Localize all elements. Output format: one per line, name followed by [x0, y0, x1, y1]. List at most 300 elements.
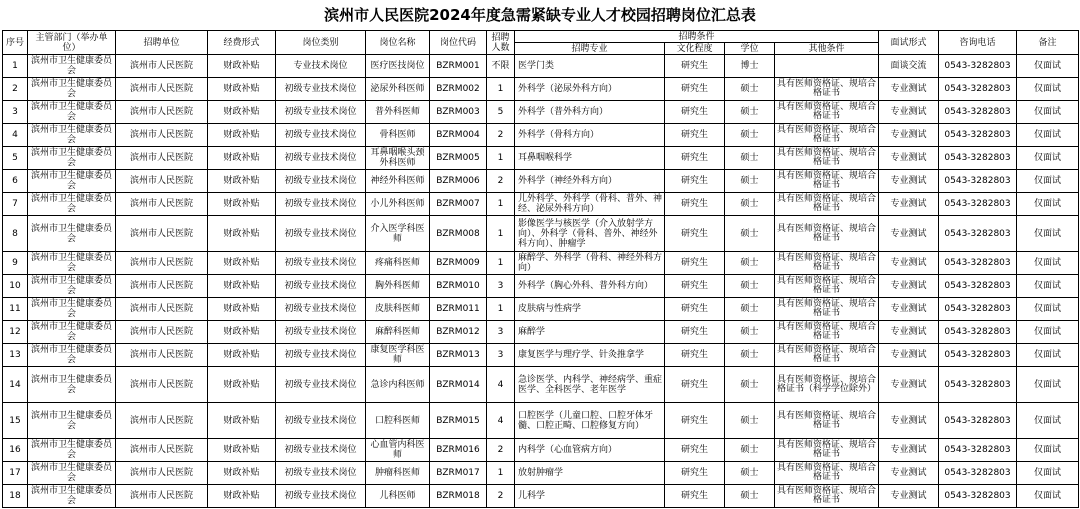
cell-other: 具有医师资格证、规培合格证书 — [775, 321, 879, 344]
cell-other: 具有医师资格证、规培合格证书 — [775, 439, 879, 462]
cell-category: 初级专业技术岗位 — [276, 124, 366, 147]
cell-interview: 专业测试 — [879, 439, 939, 462]
cell-phone: 0543-3282803 — [939, 367, 1017, 403]
cell-fund: 财政补贴 — [208, 124, 276, 147]
cell-major: 外科学（胸心外科、普外科方向） — [515, 275, 665, 298]
cell-edu: 研究生 — [665, 344, 725, 367]
cell-degree: 硕士 — [725, 216, 775, 252]
cell-phone: 0543-3282803 — [939, 124, 1017, 147]
header-conditions: 招聘条件 — [515, 31, 879, 43]
cell-degree: 硕士 — [725, 193, 775, 216]
cell-phone: 0543-3282803 — [939, 193, 1017, 216]
cell-unit: 滨州市人民医院 — [116, 462, 208, 485]
cell-note: 仅面试 — [1017, 216, 1079, 252]
cell-code: BZRM009 — [430, 252, 487, 275]
cell-dept: 滨州市卫生健康委员会 — [28, 101, 116, 124]
cell-phone: 0543-3282803 — [939, 147, 1017, 170]
cell-post: 麻醉科医师 — [366, 321, 430, 344]
cell-major: 医学门类 — [515, 55, 665, 78]
cell-note: 仅面试 — [1017, 275, 1079, 298]
cell-post: 心血管内科医师 — [366, 439, 430, 462]
header-post: 岗位名称 — [366, 31, 430, 55]
cell-seq: 13 — [3, 344, 28, 367]
header-interview: 面试形式 — [879, 31, 939, 55]
cell-major: 皮肤病与性病学 — [515, 298, 665, 321]
cell-major: 外科学（神经外科方向） — [515, 170, 665, 193]
cell-other: 具有医师资格证、规培合格证书 — [775, 252, 879, 275]
cell-count: 1 — [487, 147, 515, 170]
cell-seq: 14 — [3, 367, 28, 403]
cell-post: 儿科医师 — [366, 485, 430, 508]
cell-note: 仅面试 — [1017, 367, 1079, 403]
cell-edu: 研究生 — [665, 78, 725, 101]
cell-interview: 专业测试 — [879, 193, 939, 216]
cell-major: 耳鼻咽喉科学 — [515, 147, 665, 170]
cell-fund: 财政补贴 — [208, 216, 276, 252]
recruitment-table — [2, 30, 1079, 508]
cell-edu: 研究生 — [665, 55, 725, 78]
cell-interview: 专业测试 — [879, 147, 939, 170]
cell-fund: 财政补贴 — [208, 344, 276, 367]
cell-dept: 滨州市卫生健康委员会 — [28, 367, 116, 403]
cell-fund: 财政补贴 — [208, 170, 276, 193]
cell-interview: 专业测试 — [879, 101, 939, 124]
cell-unit: 滨州市人民医院 — [116, 124, 208, 147]
cell-code: BZRM017 — [430, 462, 487, 485]
cell-post: 介入医学科医师 — [366, 216, 430, 252]
cell-dept: 滨州市卫生健康委员会 — [28, 439, 116, 462]
cell-dept: 滨州市卫生健康委员会 — [28, 403, 116, 439]
cell-seq: 5 — [3, 147, 28, 170]
cell-seq: 17 — [3, 462, 28, 485]
cell-major: 外科学（骨科方向） — [515, 124, 665, 147]
cell-unit: 滨州市人民医院 — [116, 298, 208, 321]
header-category: 岗位类别 — [276, 31, 366, 55]
cell-note: 仅面试 — [1017, 485, 1079, 508]
cell-fund: 财政补贴 — [208, 147, 276, 170]
cell-dept: 滨州市卫生健康委员会 — [28, 298, 116, 321]
table-row — [3, 101, 1079, 124]
cell-dept: 滨州市卫生健康委员会 — [28, 147, 116, 170]
cell-code: BZRM013 — [430, 344, 487, 367]
cell-post: 急诊内科医师 — [366, 367, 430, 403]
cell-degree: 硕士 — [725, 101, 775, 124]
cell-note: 仅面试 — [1017, 462, 1079, 485]
cell-code: BZRM012 — [430, 321, 487, 344]
cell-seq: 2 — [3, 78, 28, 101]
cell-code: BZRM002 — [430, 78, 487, 101]
cell-phone: 0543-3282803 — [939, 101, 1017, 124]
table-row — [3, 252, 1079, 275]
cell-fund: 财政补贴 — [208, 321, 276, 344]
cell-post: 骨科医师 — [366, 124, 430, 147]
cell-category: 初级专业技术岗位 — [276, 275, 366, 298]
cell-post: 胸外科医师 — [366, 275, 430, 298]
cell-post: 神经外科医师 — [366, 170, 430, 193]
cell-major: 康复医学与理疗学、针灸推拿学 — [515, 344, 665, 367]
cell-unit: 滨州市人民医院 — [116, 439, 208, 462]
cell-major: 外科学（普外科方向） — [515, 101, 665, 124]
header-seq: 序号 — [3, 31, 28, 55]
table-row — [3, 78, 1079, 101]
cell-seq: 9 — [3, 252, 28, 275]
cell-phone: 0543-3282803 — [939, 344, 1017, 367]
cell-category: 初级专业技术岗位 — [276, 216, 366, 252]
cell-other: 具有医师资格证、规培合格证书 — [775, 78, 879, 101]
cell-dept: 滨州市卫生健康委员会 — [28, 124, 116, 147]
cell-major: 影像医学与核医学（介入放射学方向）、外科学（骨科、普外、神经外科方向）、肿瘤学 — [515, 216, 665, 252]
cell-note: 仅面试 — [1017, 252, 1079, 275]
cell-dept: 滨州市卫生健康委员会 — [28, 170, 116, 193]
cell-seq: 11 — [3, 298, 28, 321]
cell-edu: 研究生 — [665, 101, 725, 124]
cell-interview: 专业测试 — [879, 485, 939, 508]
cell-degree: 硕士 — [725, 344, 775, 367]
cell-other: 具有医师资格证、规培合格证书 — [775, 344, 879, 367]
cell-count: 4 — [487, 367, 515, 403]
cell-fund: 财政补贴 — [208, 78, 276, 101]
header-fund: 经费形式 — [208, 31, 276, 55]
cell-code: BZRM005 — [430, 147, 487, 170]
cell-post: 普外科医师 — [366, 101, 430, 124]
cell-count: 4 — [487, 403, 515, 439]
cell-major: 麻醉学、外科学（骨科、神经外科方向） — [515, 252, 665, 275]
cell-other: 具有医师资格证、规培合格证书 — [775, 101, 879, 124]
cell-category: 初级专业技术岗位 — [276, 78, 366, 101]
cell-seq: 6 — [3, 170, 28, 193]
cell-fund: 财政补贴 — [208, 275, 276, 298]
cell-code: BZRM006 — [430, 170, 487, 193]
cell-interview: 专业测试 — [879, 321, 939, 344]
cell-count: 2 — [487, 124, 515, 147]
cell-fund: 财政补贴 — [208, 462, 276, 485]
cell-other — [775, 55, 879, 78]
cell-edu: 研究生 — [665, 367, 725, 403]
cell-note: 仅面试 — [1017, 78, 1079, 101]
cell-category: 初级专业技术岗位 — [276, 344, 366, 367]
header-other: 其他条件 — [775, 43, 879, 55]
cell-code: BZRM015 — [430, 403, 487, 439]
header-degree: 学位 — [725, 43, 775, 55]
cell-dept: 滨州市卫生健康委员会 — [28, 485, 116, 508]
cell-seq: 4 — [3, 124, 28, 147]
cell-interview: 专业测试 — [879, 78, 939, 101]
cell-phone: 0543-3282803 — [939, 485, 1017, 508]
cell-degree: 硕士 — [725, 298, 775, 321]
cell-unit: 滨州市人民医院 — [116, 101, 208, 124]
table-row — [3, 462, 1079, 485]
cell-fund: 财政补贴 — [208, 252, 276, 275]
cell-post: 肿瘤科医师 — [366, 462, 430, 485]
cell-phone: 0543-3282803 — [939, 403, 1017, 439]
cell-fund: 财政补贴 — [208, 485, 276, 508]
cell-edu: 研究生 — [665, 124, 725, 147]
cell-unit: 滨州市人民医院 — [116, 147, 208, 170]
cell-unit: 滨州市人民医院 — [116, 55, 208, 78]
cell-note: 仅面试 — [1017, 344, 1079, 367]
header-note: 备注 — [1017, 31, 1079, 55]
cell-code: BZRM001 — [430, 55, 487, 78]
cell-degree: 硕士 — [725, 462, 775, 485]
cell-category: 专业技术岗位 — [276, 55, 366, 78]
cell-count: 1 — [487, 252, 515, 275]
cell-dept: 滨州市卫生健康委员会 — [28, 216, 116, 252]
cell-dept: 滨州市卫生健康委员会 — [28, 78, 116, 101]
cell-note: 仅面试 — [1017, 170, 1079, 193]
table-row — [3, 367, 1079, 403]
cell-code: BZRM008 — [430, 216, 487, 252]
cell-edu: 研究生 — [665, 462, 725, 485]
cell-seq: 18 — [3, 485, 28, 508]
cell-code: BZRM018 — [430, 485, 487, 508]
cell-degree: 硕士 — [725, 124, 775, 147]
cell-edu: 研究生 — [665, 193, 725, 216]
cell-phone: 0543-3282803 — [939, 298, 1017, 321]
cell-degree: 硕士 — [725, 252, 775, 275]
cell-seq: 12 — [3, 321, 28, 344]
cell-interview: 专业测试 — [879, 252, 939, 275]
cell-unit: 滨州市人民医院 — [116, 78, 208, 101]
cell-category: 初级专业技术岗位 — [276, 485, 366, 508]
cell-major: 麻醉学 — [515, 321, 665, 344]
cell-edu: 研究生 — [665, 439, 725, 462]
cell-count: 1 — [487, 193, 515, 216]
header-code: 岗位代码 — [430, 31, 487, 55]
table-row — [3, 55, 1079, 78]
cell-edu: 研究生 — [665, 403, 725, 439]
cell-phone: 0543-3282803 — [939, 462, 1017, 485]
cell-fund: 财政补贴 — [208, 101, 276, 124]
cell-count: 1 — [487, 216, 515, 252]
cell-count: 2 — [487, 439, 515, 462]
cell-unit: 滨州市人民医院 — [116, 252, 208, 275]
cell-interview: 专业测试 — [879, 344, 939, 367]
cell-degree: 硕士 — [725, 367, 775, 403]
cell-unit: 滨州市人民医院 — [116, 367, 208, 403]
cell-unit: 滨州市人民医院 — [116, 344, 208, 367]
cell-count: 3 — [487, 321, 515, 344]
cell-unit: 滨州市人民医院 — [116, 403, 208, 439]
cell-dept: 滨州市卫生健康委员会 — [28, 344, 116, 367]
table-row — [3, 321, 1079, 344]
cell-post: 康复医学科医师 — [366, 344, 430, 367]
cell-degree: 硕士 — [725, 321, 775, 344]
cell-category: 初级专业技术岗位 — [276, 147, 366, 170]
cell-phone: 0543-3282803 — [939, 252, 1017, 275]
cell-interview: 专业测试 — [879, 170, 939, 193]
table-row — [3, 170, 1079, 193]
header-unit: 招聘单位 — [116, 31, 208, 55]
cell-count: 不限 — [487, 55, 515, 78]
cell-phone: 0543-3282803 — [939, 170, 1017, 193]
cell-major: 儿外科学、外科学（骨科、普外、神经、泌尿外科方向） — [515, 193, 665, 216]
cell-code: BZRM014 — [430, 367, 487, 403]
header-major: 招聘专业 — [515, 43, 665, 55]
cell-edu: 研究生 — [665, 321, 725, 344]
page-title: 滨州市人民医院2024年度急需紧缺专业人才校园招聘岗位汇总表 — [324, 6, 756, 24]
cell-interview: 专业测试 — [879, 298, 939, 321]
cell-phone: 0543-3282803 — [939, 78, 1017, 101]
cell-other: 具有医师资格证、规培合格证书（科学学位除外） — [775, 367, 879, 403]
cell-fund: 财政补贴 — [208, 55, 276, 78]
cell-phone: 0543-3282803 — [939, 321, 1017, 344]
header-count: 招聘人数 — [487, 31, 515, 55]
cell-other: 具有医师资格证、规培合格证书 — [775, 275, 879, 298]
cell-post: 小儿外科医师 — [366, 193, 430, 216]
cell-count: 2 — [487, 485, 515, 508]
cell-edu: 研究生 — [665, 170, 725, 193]
cell-category: 初级专业技术岗位 — [276, 403, 366, 439]
cell-degree: 硕士 — [725, 275, 775, 298]
cell-interview: 专业测试 — [879, 216, 939, 252]
cell-code: BZRM011 — [430, 298, 487, 321]
table-row — [3, 216, 1079, 252]
cell-interview: 专业测试 — [879, 367, 939, 403]
cell-phone: 0543-3282803 — [939, 439, 1017, 462]
cell-unit: 滨州市人民医院 — [116, 193, 208, 216]
cell-unit: 滨州市人民医院 — [116, 216, 208, 252]
cell-count: 1 — [487, 298, 515, 321]
cell-seq: 10 — [3, 275, 28, 298]
table-row — [3, 193, 1079, 216]
cell-phone: 0543-3282803 — [939, 55, 1017, 78]
cell-post: 皮肤科医师 — [366, 298, 430, 321]
cell-other: 具有医师资格证、规培合格证书 — [775, 216, 879, 252]
table-row — [3, 147, 1079, 170]
cell-category: 初级专业技术岗位 — [276, 367, 366, 403]
cell-degree: 博士 — [725, 55, 775, 78]
cell-seq: 3 — [3, 101, 28, 124]
cell-phone: 0543-3282803 — [939, 275, 1017, 298]
cell-note: 仅面试 — [1017, 321, 1079, 344]
cell-other: 具有医师资格证、规培合格证书 — [775, 193, 879, 216]
cell-category: 初级专业技术岗位 — [276, 101, 366, 124]
cell-major: 口腔医学（儿童口腔、口腔牙体牙髓、口腔正畸、口腔修复方向） — [515, 403, 665, 439]
header-dept: 主管部门（举办单位） — [28, 31, 116, 55]
cell-edu: 研究生 — [665, 147, 725, 170]
cell-dept: 滨州市卫生健康委员会 — [28, 252, 116, 275]
cell-unit: 滨州市人民医院 — [116, 485, 208, 508]
cell-seq: 16 — [3, 439, 28, 462]
cell-interview: 面谈交流 — [879, 55, 939, 78]
cell-count: 5 — [487, 101, 515, 124]
table-row — [3, 298, 1079, 321]
cell-category: 初级专业技术岗位 — [276, 170, 366, 193]
cell-post: 泌尿外科医师 — [366, 78, 430, 101]
cell-note: 仅面试 — [1017, 147, 1079, 170]
cell-major: 放射肿瘤学 — [515, 462, 665, 485]
cell-major: 急诊医学、内科学、神经病学、重症医学、全科医学、老年医学 — [515, 367, 665, 403]
cell-post: 疼痛科医师 — [366, 252, 430, 275]
cell-count: 1 — [487, 78, 515, 101]
cell-note: 仅面试 — [1017, 298, 1079, 321]
cell-note: 仅面试 — [1017, 124, 1079, 147]
cell-edu: 研究生 — [665, 298, 725, 321]
cell-edu: 研究生 — [665, 485, 725, 508]
cell-post: 耳鼻咽喉头颈外科医师 — [366, 147, 430, 170]
cell-interview: 专业测试 — [879, 403, 939, 439]
cell-fund: 财政补贴 — [208, 439, 276, 462]
cell-seq: 7 — [3, 193, 28, 216]
cell-category: 初级专业技术岗位 — [276, 193, 366, 216]
table-row — [3, 485, 1079, 508]
cell-code: BZRM016 — [430, 439, 487, 462]
cell-seq: 1 — [3, 55, 28, 78]
cell-code: BZRM003 — [430, 101, 487, 124]
cell-note: 仅面试 — [1017, 55, 1079, 78]
cell-fund: 财政补贴 — [208, 403, 276, 439]
cell-count: 3 — [487, 344, 515, 367]
cell-note: 仅面试 — [1017, 439, 1079, 462]
cell-interview: 专业测试 — [879, 275, 939, 298]
cell-post: 医疗医技岗位 — [366, 55, 430, 78]
cell-dept: 滨州市卫生健康委员会 — [28, 275, 116, 298]
cell-note: 仅面试 — [1017, 101, 1079, 124]
cell-edu: 研究生 — [665, 216, 725, 252]
cell-count: 1 — [487, 462, 515, 485]
cell-code: BZRM007 — [430, 193, 487, 216]
cell-major: 儿科学 — [515, 485, 665, 508]
cell-seq: 15 — [3, 403, 28, 439]
cell-dept: 滨州市卫生健康委员会 — [28, 462, 116, 485]
cell-category: 初级专业技术岗位 — [276, 439, 366, 462]
cell-other: 具有医师资格证、规培合格证书 — [775, 170, 879, 193]
cell-count: 2 — [487, 170, 515, 193]
table-body — [3, 55, 1079, 508]
cell-other: 具有医师资格证、规培合格证书 — [775, 298, 879, 321]
cell-code: BZRM010 — [430, 275, 487, 298]
cell-degree: 硕士 — [725, 439, 775, 462]
cell-interview: 专业测试 — [879, 124, 939, 147]
cell-note: 仅面试 — [1017, 403, 1079, 439]
cell-dept: 滨州市卫生健康委员会 — [28, 55, 116, 78]
cell-edu: 研究生 — [665, 252, 725, 275]
table-row — [3, 344, 1079, 367]
cell-post: 口腔科医师 — [366, 403, 430, 439]
cell-category: 初级专业技术岗位 — [276, 462, 366, 485]
cell-edu: 研究生 — [665, 275, 725, 298]
table-row — [3, 403, 1079, 439]
cell-category: 初级专业技术岗位 — [276, 298, 366, 321]
cell-fund: 财政补贴 — [208, 367, 276, 403]
cell-note: 仅面试 — [1017, 193, 1079, 216]
cell-degree: 硕士 — [725, 78, 775, 101]
table-row — [3, 439, 1079, 462]
cell-degree: 硕士 — [725, 147, 775, 170]
cell-other: 具有医师资格证、规培合格证书 — [775, 147, 879, 170]
cell-degree: 硕士 — [725, 485, 775, 508]
cell-dept: 滨州市卫生健康委员会 — [28, 321, 116, 344]
cell-fund: 财政补贴 — [208, 298, 276, 321]
cell-unit: 滨州市人民医院 — [116, 321, 208, 344]
cell-degree: 硕士 — [725, 170, 775, 193]
cell-other: 具有医师资格证、规培合格证书 — [775, 462, 879, 485]
cell-seq: 8 — [3, 216, 28, 252]
header-edu: 文化程度 — [665, 43, 725, 55]
cell-other: 具有医师资格证、规培合格证书 — [775, 124, 879, 147]
cell-count: 3 — [487, 275, 515, 298]
header-phone: 咨询电话 — [939, 31, 1017, 55]
cell-fund: 财政补贴 — [208, 193, 276, 216]
cell-category: 初级专业技术岗位 — [276, 321, 366, 344]
cell-unit: 滨州市人民医院 — [116, 170, 208, 193]
cell-category: 初级专业技术岗位 — [276, 252, 366, 275]
cell-major: 外科学（泌尿外科方向） — [515, 78, 665, 101]
cell-interview: 专业测试 — [879, 462, 939, 485]
cell-dept: 滨州市卫生健康委员会 — [28, 193, 116, 216]
table-row — [3, 275, 1079, 298]
cell-code: BZRM004 — [430, 124, 487, 147]
